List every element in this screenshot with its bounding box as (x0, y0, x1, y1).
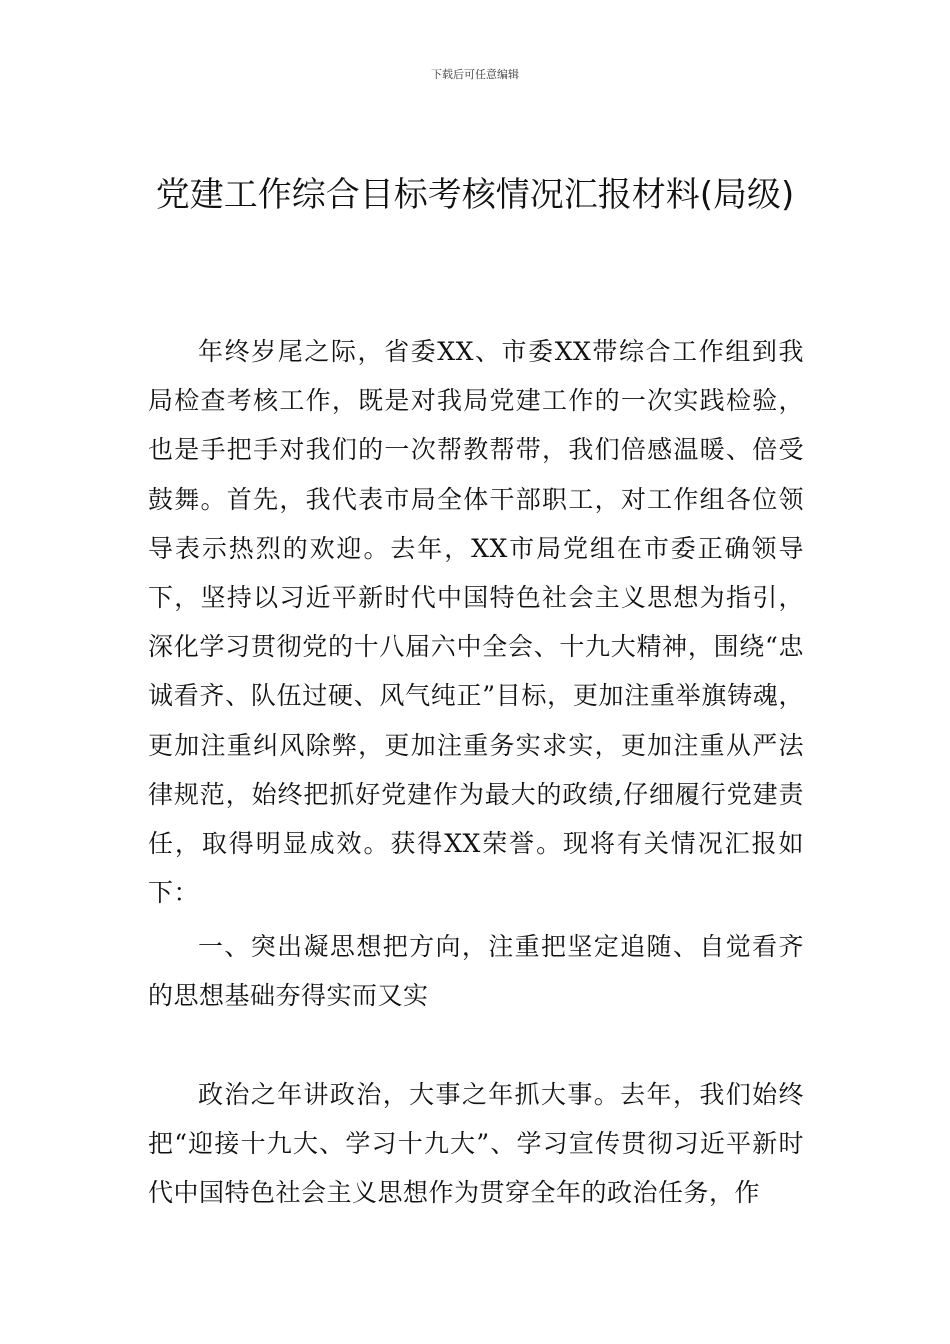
body-paragraph: 年终岁尾之际，省委XX、市委XX带综合工作组到我局检查考核工作，既是对我局党建工作的一次实践检验，也是手把手对我们的一次帮教帮带，我们倍感温暖、倍受鼓舞。首先，我代表市局全体干部职工，对工作组各位领导表示热烈的欢迎。去年，XX市局党组在市委正确领导下，坚持以习近平新时代中国特色社会主义思想为指引，深化学习贯彻党的十八届六中全会、十九大精神，围绕“忠诚看齐、队伍过硬、风气纯正”目标，更加注重举旗铸魂，更加注重纠风除弊，更加注重务实求实，更加注重从严法律规范，始终把抓好党建作为最大的政绩,仔细履行党建责任，取得明显成效。获得XX荣誉。现将有关情况汇报如下： (148, 337, 804, 908)
section-heading: 一、突出凝思想把方向，注重把坚定追随、自觉看齐的思想基础夯得实而又实 (148, 932, 804, 1011)
body-paragraph: 政治之年讲政治，大事之年抓大事。去年，我们始终把“迎接十九大、学习十九大”、学习宣传贯彻习近平新时代中国特色社会主义思想作为贯穿全年的政治任务，作 (148, 1080, 804, 1208)
document-title: 党建工作综合目标考核情况汇报材料(局级) (155, 175, 795, 215)
header-note: 下载后可任意编辑 (431, 68, 519, 81)
